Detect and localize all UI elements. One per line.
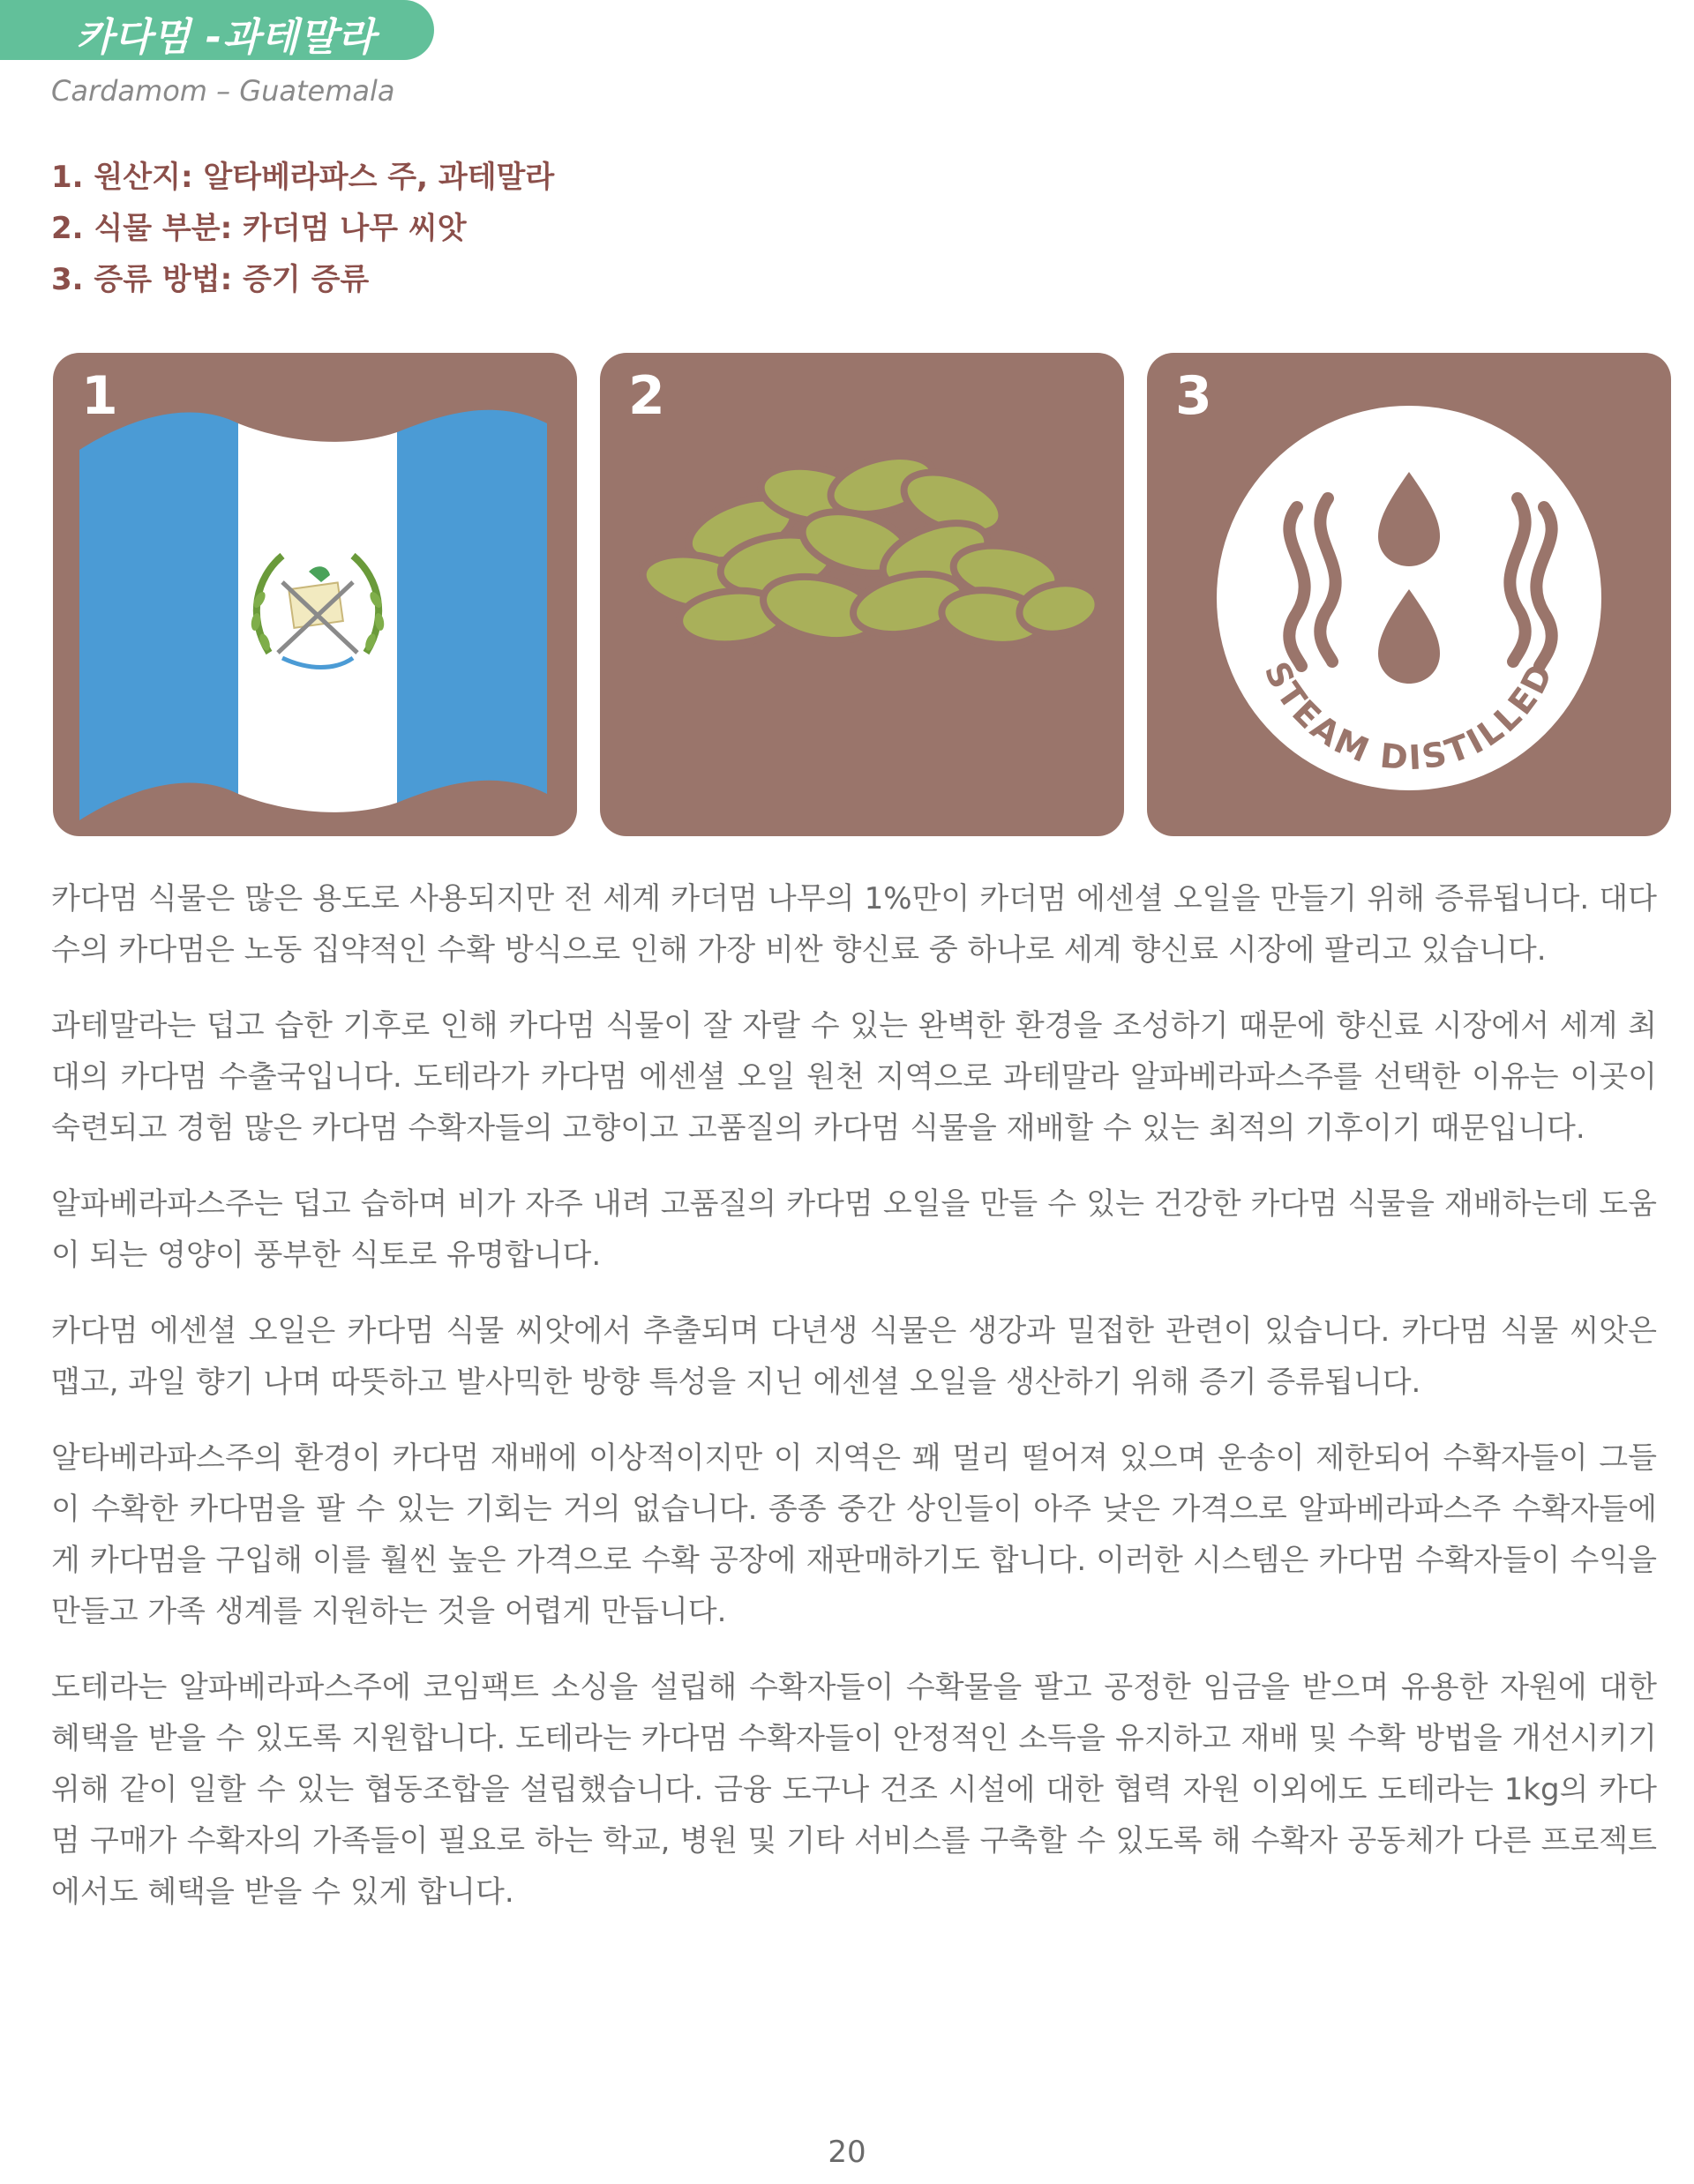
page-subtitle: Cardamom – Guatemala: [51, 74, 395, 108]
panel-number: 1: [81, 365, 118, 427]
steam-distilled-label: STEAM DISTILLED: [1256, 655, 1562, 778]
fact-distillation: 3. 증류 방법: 증기 증류: [51, 262, 370, 297]
paragraph: 알타베라파스주의 환경이 카다멈 재배에 이상적이지만 이 지역은 꽤 멀리 떨어져 있으며 운송이 제한되어 수확자들이 그들이 수확한 카다멈을 팔 수 있는 기회는 거의 없습니다. 종종 중간 상인들이 아주 낮은 가격으로 알파베라파스주 수확자들에게 카다멈을 구입해 이를 훨씬 높은 가격으로 수확 공장에 재판매하기도 합니다. 이러한 시스템은 카다멈 수확자들이 수익을 만들고 가족 생계를 지원하는 것을 어렵게 만듭니다.: [51, 1440, 1657, 1629]
paragraph: 도테라는 알파베라파스주에 코임팩트 소싱을 설립해 수확자들이 수확물을 팔고 공정한 임금을 받으며 유용한 자원에 대한 혜택을 받을 수 있도록 지원합니다. 도테라는 카다멈 수확자들이 안정적인 소득을 유지하고 재배 및 수확 방법을 개선시키기 위해 같이 일할 수 있는 협동조합을 설립했습니다. 금융 도구나 건조 시설에 대한 협력 자원 이외에도 도테라는 1kg의 카다멈 구매가 수확자의 가족들이 필요로 하는 학교, 병원 및 기타 서비스를 구축할 수 있도록 해 수확자 공동체가 다른 프로젝트에서도 혜택을 받을 수 있게 합니다.: [51, 1670, 1657, 1910]
body-text: [51, 873, 1657, 1942]
panel-origin: [53, 353, 577, 836]
panel-number: 2: [628, 365, 665, 427]
paragraph: 카다멈 식물은 많은 용도로 사용되지만 전 세계 카더멈 나무의 1%만이 카더멈 에센셜 오일을 만들기 위해 증류됩니다. 대다수의 카다멈은 노동 집약적인 수확 방식으로 인해 가장 비싼 향신료 중 하나로 세계 향신료 시장에 팔리고 있습니다.: [51, 881, 1657, 968]
paragraph: 과테말라는 덥고 습한 기후로 인해 카다멈 식물이 잘 자랄 수 있는 완벽한 환경을 조성하기 때문에 향신료 시장에서 세계 최대의 카다멈 수출국입니다. 도테라가 카다멈 에센셜 오일 원천 지역으로 과테말라 알파베라파스주를 선택한 이유는 이곳이 숙련되고 경험 많은 카다멈 수확자들의 고향이고 고품질의 카다멈 식물을 재배할 수 있는 최적의 기후이기 때문입니다.: [51, 1008, 1657, 1146]
fact-origin: 1. 원산지: 알타베라파스 주, 과테말라: [51, 160, 555, 195]
panel-plant-part: [600, 353, 1124, 836]
facts-list: [51, 152, 554, 305]
panel-distillation: [1147, 353, 1671, 836]
paragraph: 알파베라파스주는 덥고 습하며 비가 자주 내려 고품질의 카다멈 오일을 만들 수 있는 건강한 카다멈 식물을 재배하는데 도움이 되는 영양이 풍부한 식토로 유명합니다.: [51, 1186, 1657, 1273]
page-title: 카다멈 -과테말라: [76, 15, 377, 60]
paragraph: 카다멈 에센셜 오일은 카다멈 식물 씨앗에서 추출되며 다년생 식물은 생강과 밀접한 관련이 있습니다. 카다멈 식물 씨앗은 맵고, 과일 향기 나며 따뜻하고 발사믹한 방향 특성을 지닌 에센셜 오일을 생산하기 위해 증기 증류됩니다.: [51, 1313, 1657, 1400]
fact-plant-part: 2. 식물 부분: 카더멈 나무 씨앗: [51, 211, 467, 246]
panel-number: 3: [1175, 365, 1212, 427]
page-number: 20: [828, 2135, 866, 2170]
cardamom-pods-icon: [600, 353, 1124, 836]
steam-distilled-icon: [1147, 353, 1671, 836]
guatemala-flag-icon: [53, 353, 577, 836]
